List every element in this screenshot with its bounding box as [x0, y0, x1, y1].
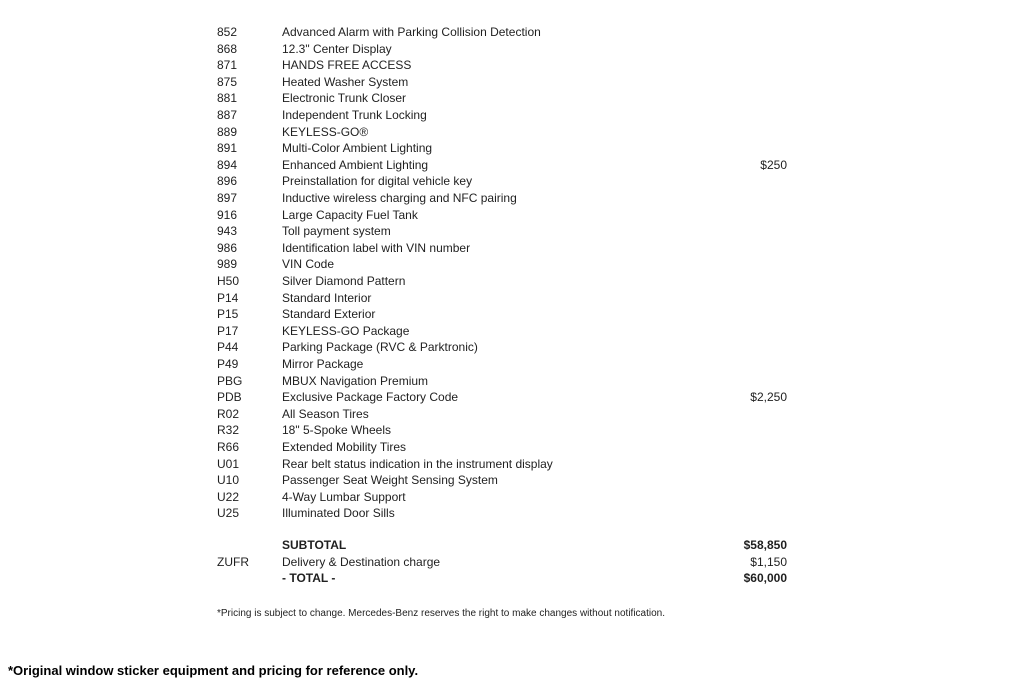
equipment-row	[0, 422, 1024, 439]
option-code: U01	[217, 456, 240, 471]
option-code: R32	[217, 423, 240, 438]
equipment-row	[0, 456, 1024, 473]
equipment-row	[0, 190, 1024, 207]
option-code: P49	[217, 357, 239, 371]
option-code: 986	[217, 240, 238, 255]
reference-note: *Original window sticker equipment and pricing for reference only.	[8, 663, 419, 678]
option-code: 875	[217, 74, 238, 89]
option-code: 889	[217, 124, 238, 139]
equipment-row	[0, 140, 1024, 157]
equipment-row	[0, 240, 1024, 257]
option-description: Identification label with VIN number	[282, 240, 471, 255]
option-description: VIN Code	[282, 257, 335, 272]
option-description: Mirror Package	[282, 357, 364, 371]
option-description: Toll payment system	[282, 224, 391, 239]
equipment-row	[0, 439, 1024, 456]
option-code: R66	[217, 440, 240, 454]
subtotal-value: $58,850	[743, 538, 787, 552]
equipment-row	[0, 472, 1024, 489]
equipment-row	[0, 107, 1024, 124]
equipment-row	[0, 57, 1024, 74]
option-code: 989	[217, 257, 238, 272]
equipment-row	[0, 373, 1024, 390]
option-code: P14	[217, 290, 239, 305]
delivery-label: Delivery & Destination charge	[282, 554, 441, 569]
option-description: All Season Tires	[282, 406, 369, 421]
option-description: Large Capacity Fuel Tank	[282, 207, 418, 222]
option-description: Standard Interior	[282, 290, 372, 305]
option-description: Rear belt status indication in the instrument display	[282, 456, 553, 471]
equipment-row	[0, 223, 1024, 240]
subtotal-row	[0, 537, 1024, 554]
option-description: 18" 5-Spoke Wheels	[282, 423, 391, 438]
equipment-row	[0, 489, 1024, 506]
option-price: $250	[760, 157, 787, 172]
total-row	[0, 570, 1024, 587]
option-description: Illuminated Door Sills	[282, 506, 395, 521]
option-description: Parking Package (RVC & Parktronic)	[282, 340, 478, 355]
equipment-row	[0, 356, 1024, 373]
equipment-row	[0, 256, 1024, 273]
delivery-code: ZUFR	[217, 554, 249, 569]
equipment-row	[0, 41, 1024, 58]
pricing-disclaimer: *Pricing is subject to change. Mercedes-Benz reserves the right to make changes without notification.	[217, 608, 666, 619]
equipment-row	[0, 389, 1024, 406]
equipment-row	[0, 273, 1024, 290]
equipment-row	[0, 290, 1024, 307]
equipment-row	[0, 124, 1024, 141]
option-code: 881	[217, 91, 238, 106]
option-code: U22	[217, 489, 240, 504]
equipment-row	[0, 207, 1024, 224]
option-description: Enhanced Ambient Lighting	[282, 157, 429, 172]
option-description: Extended Mobility Tires	[282, 440, 407, 454]
option-description: Exclusive Package Factory Code	[282, 390, 459, 405]
option-code: 871	[217, 58, 238, 73]
option-code: 896	[217, 174, 238, 189]
option-code: 894	[217, 157, 238, 172]
option-description: Heated Washer System	[282, 74, 409, 89]
option-description: Standard Exterior	[282, 307, 376, 322]
option-code: PDB	[217, 390, 242, 405]
option-description: KEYLESS-GO Package	[282, 323, 410, 338]
option-code: U25	[217, 506, 240, 521]
option-code: U10	[217, 473, 240, 488]
total-label: - TOTAL -	[282, 571, 336, 586]
option-description: Silver Diamond Pattern	[282, 274, 406, 288]
option-description: 12.3" Center Display	[282, 41, 392, 56]
equipment-row	[0, 157, 1024, 174]
option-description: HANDS FREE ACCESS	[282, 58, 412, 73]
option-code: H50	[217, 274, 240, 288]
equipment-row	[0, 173, 1024, 190]
equipment-row	[0, 505, 1024, 522]
delivery-row	[0, 554, 1024, 571]
option-code: P17	[217, 323, 239, 338]
equipment-row	[0, 306, 1024, 323]
option-description: Multi-Color Ambient Lighting	[282, 141, 433, 156]
option-description: MBUX Navigation Premium	[282, 373, 429, 388]
equipment-row	[0, 74, 1024, 91]
option-price: $2,250	[750, 390, 787, 405]
option-description: Independent Trunk Locking	[282, 108, 427, 122]
option-description: Electronic Trunk Closer	[282, 91, 407, 106]
delivery-value: $1,150	[750, 554, 787, 569]
equipment-row	[0, 24, 1024, 41]
option-code: 887	[217, 108, 238, 122]
total-value: $60,000	[743, 571, 787, 586]
option-code: P44	[217, 340, 239, 355]
option-code: 897	[217, 191, 238, 205]
option-code: PBG	[217, 373, 243, 388]
option-code: 891	[217, 141, 238, 156]
option-description: KEYLESS-GO®	[282, 124, 369, 139]
equipment-row	[0, 323, 1024, 340]
option-code: R02	[217, 406, 240, 421]
option-description: Inductive wireless charging and NFC pairing	[282, 191, 517, 205]
option-description: Preinstallation for digital vehicle key	[282, 174, 473, 189]
option-code: 943	[217, 224, 238, 239]
equipment-row	[0, 339, 1024, 356]
equipment-row	[0, 406, 1024, 423]
option-description: Advanced Alarm with Parking Collision Detection	[282, 25, 541, 39]
subtotal-label: SUBTOTAL	[282, 538, 347, 552]
option-code: 868	[217, 41, 238, 56]
equipment-row	[0, 90, 1024, 107]
option-code: 852	[217, 25, 238, 39]
option-description: Passenger Seat Weight Sensing System	[282, 473, 498, 488]
option-code: 916	[217, 207, 238, 222]
option-description: 4-Way Lumbar Support	[282, 489, 406, 504]
option-code: P15	[217, 307, 239, 322]
